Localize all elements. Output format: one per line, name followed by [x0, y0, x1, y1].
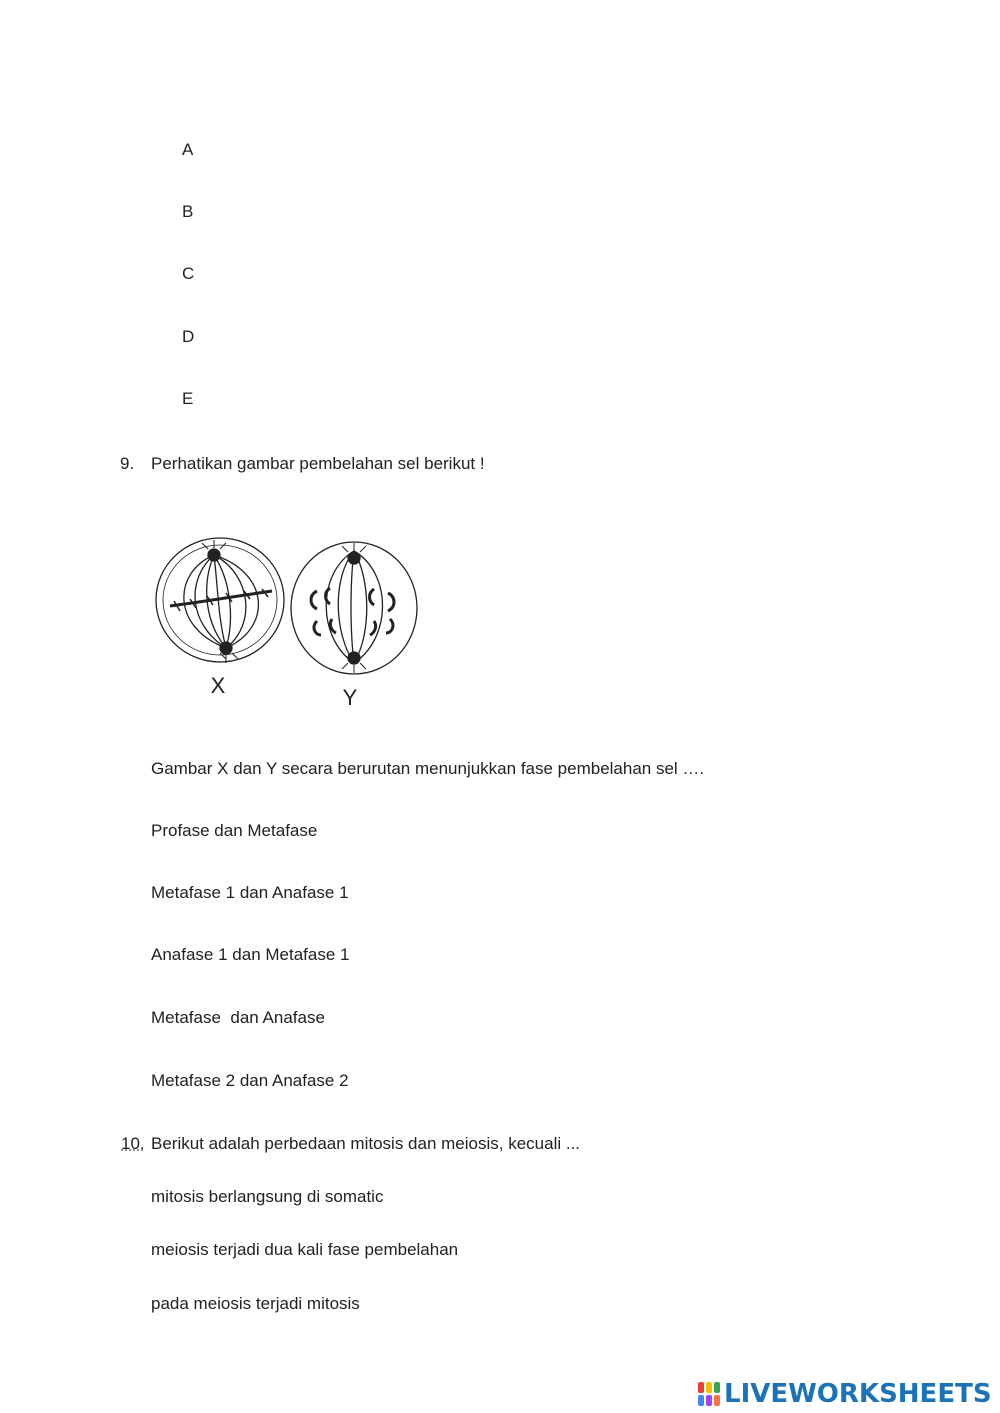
q10-option-1[interactable]: mitosis berlangsung di somatic — [151, 1187, 384, 1206]
q10-option-3[interactable]: pada meiosis terjadi mitosis — [151, 1294, 360, 1313]
logo-text: LIVEWORKSHEETS — [724, 1379, 992, 1409]
figure-label-y: Y — [342, 685, 358, 710]
q9-option-1[interactable]: Profase dan Metafase — [151, 821, 318, 840]
question-9-prompt: Perhatikan gambar pembelahan sel berikut ! — [151, 454, 485, 473]
question-10-prompt: Berikut adalah perbedaan mitosis dan meiosis, kecuali ... — [151, 1134, 581, 1153]
q9-option-3[interactable]: Anafase 1 dan Metafase 1 — [151, 945, 350, 964]
q9-option-5[interactable]: Metafase 2 dan Anafase 2 — [151, 1071, 349, 1090]
q8-option-a[interactable]: A — [182, 140, 194, 159]
cell-division-figure — [152, 503, 422, 716]
q10-option-2[interactable]: meiosis terjadi dua kali fase pembelahan — [151, 1240, 459, 1259]
q8-option-c[interactable]: C — [182, 264, 195, 283]
liveworksheets-logo — [698, 1380, 992, 1408]
question-number-9: 9. — [120, 454, 135, 473]
logo-blocks-icon — [698, 1382, 720, 1406]
question-9-text: Gambar X dan Y secara berurutan menunjukkan fase pembelahan sel …. — [151, 759, 705, 778]
figure-label-x: X — [210, 673, 226, 698]
q9-option-2[interactable]: Metafase 1 dan Anafase 1 — [151, 883, 349, 902]
question-number-10: 10. — [121, 1134, 145, 1153]
q9-option-4[interactable]: Metafase dan Anafase — [151, 1008, 325, 1027]
q8-option-d[interactable]: D — [182, 327, 195, 346]
q8-option-e[interactable]: E — [182, 389, 194, 408]
q8-option-b[interactable]: B — [182, 202, 194, 221]
